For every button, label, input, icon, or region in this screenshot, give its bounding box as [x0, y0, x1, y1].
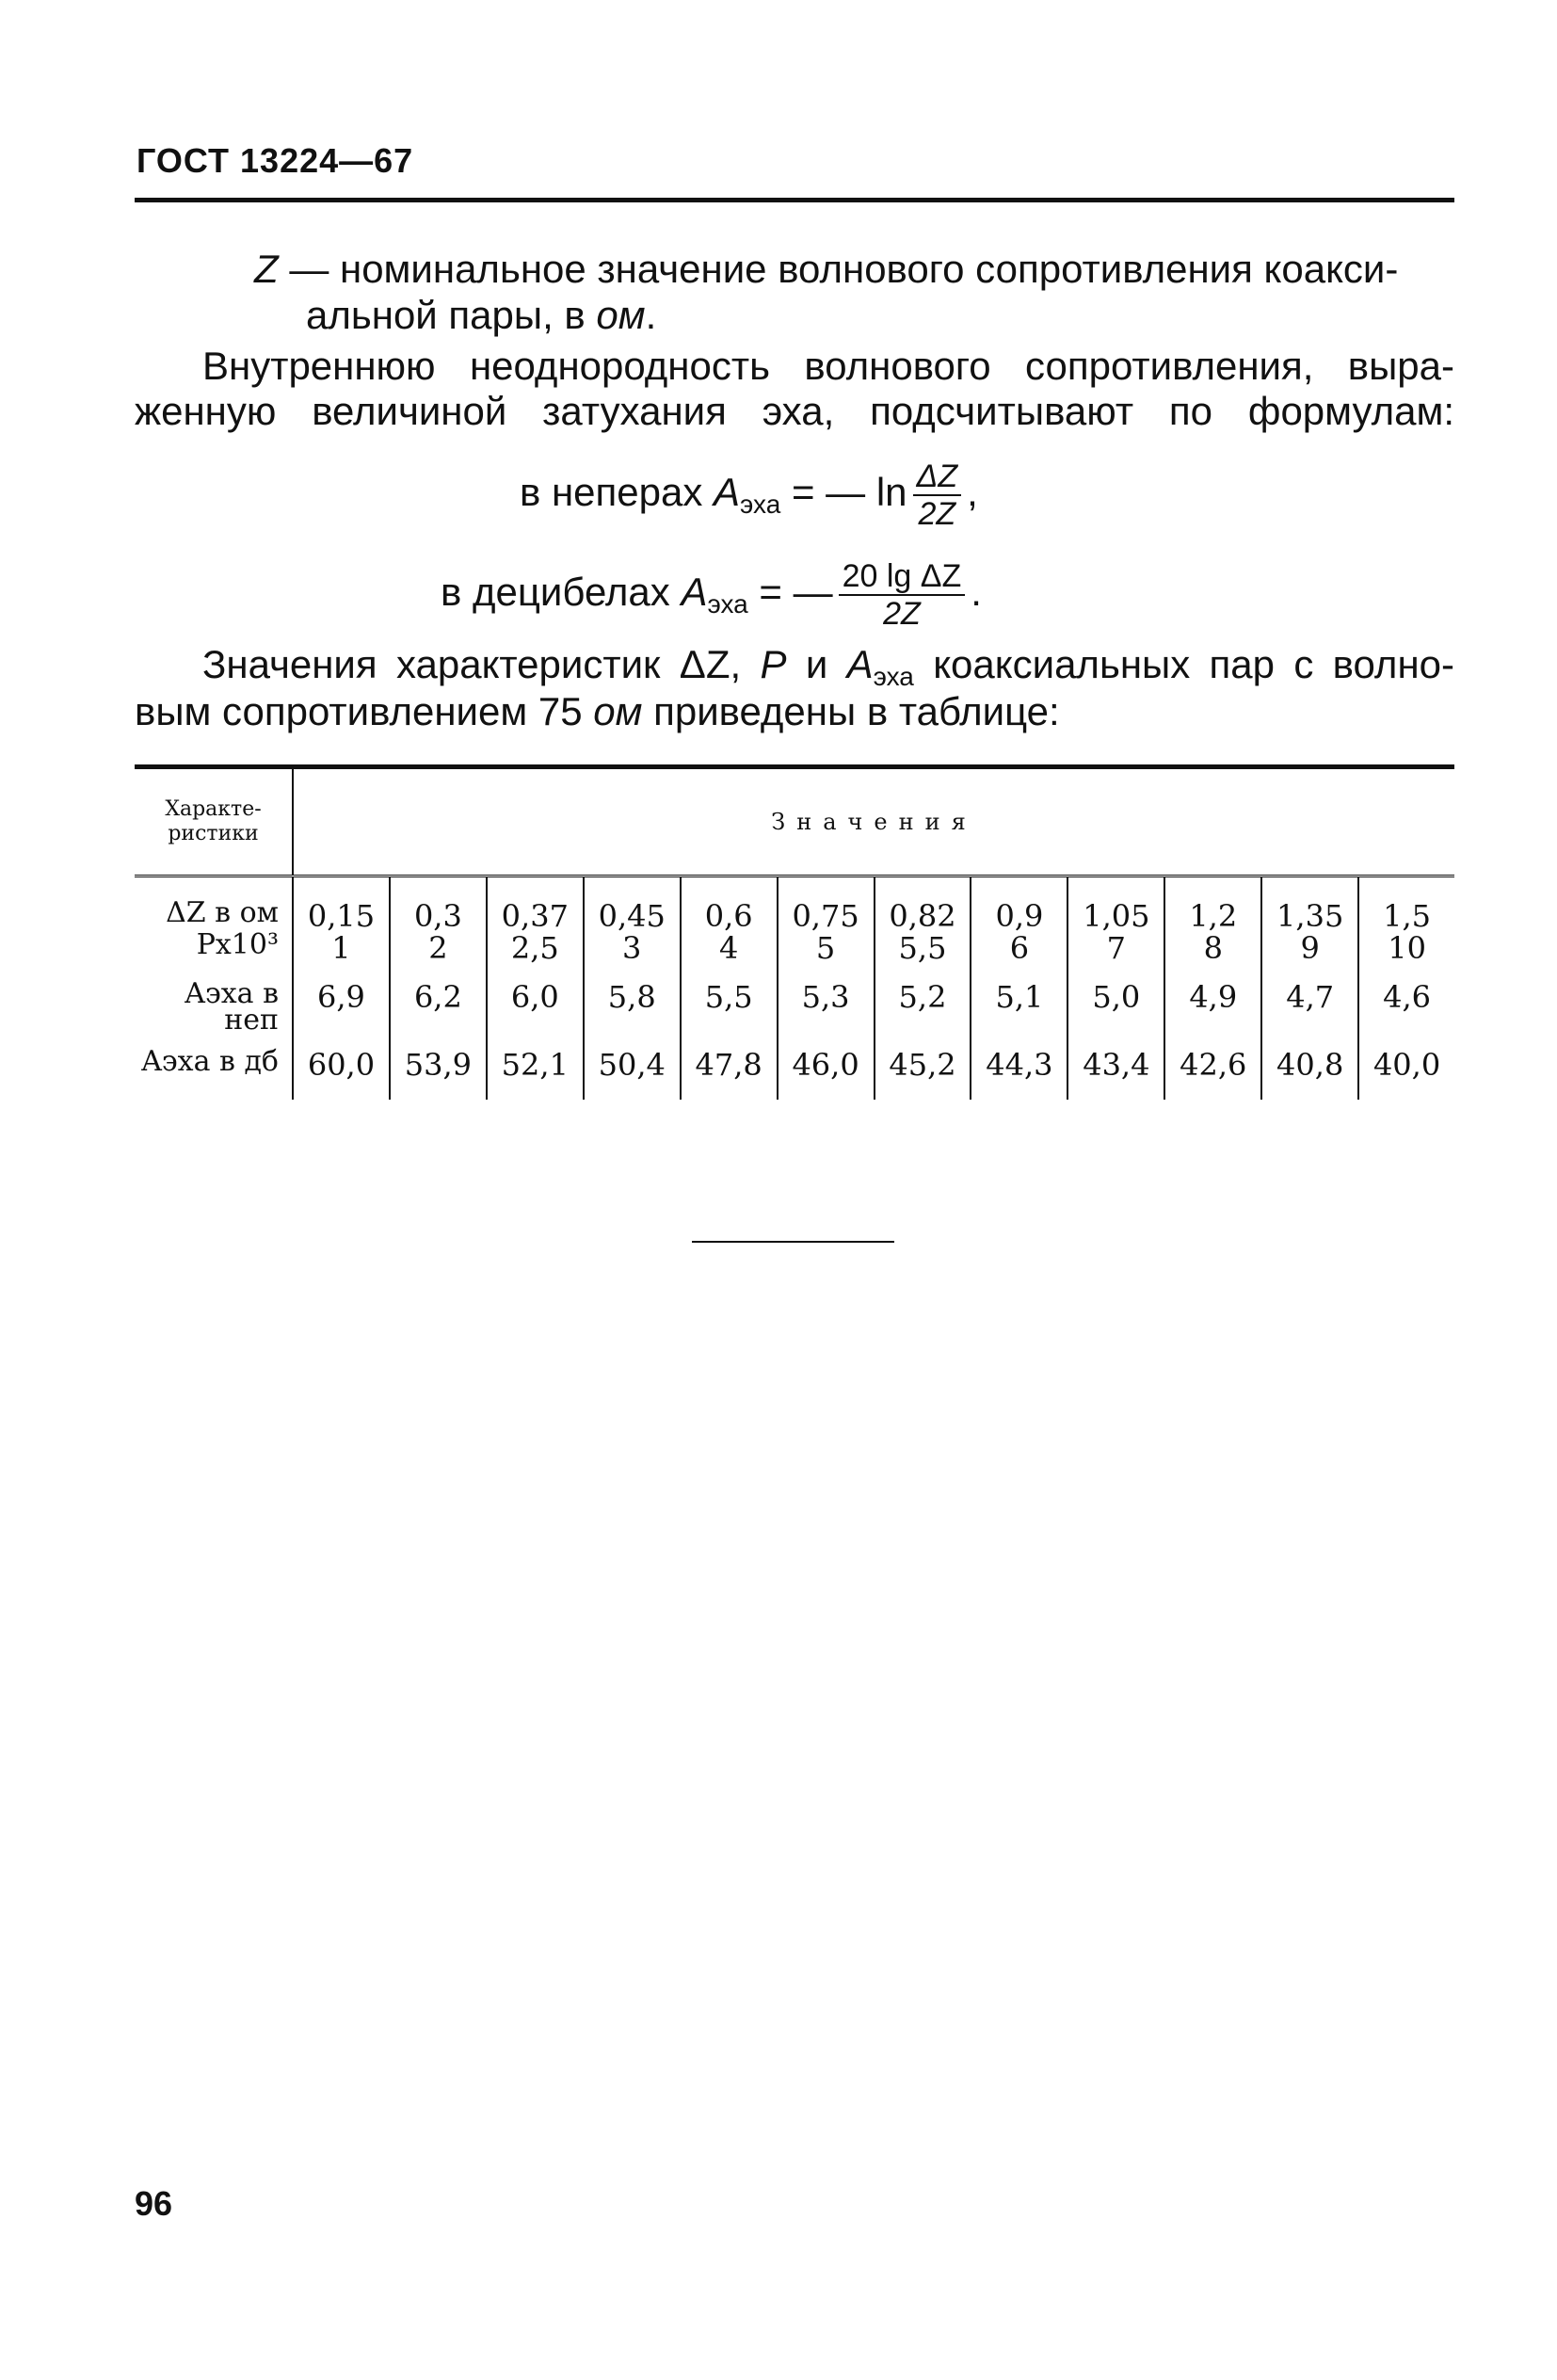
paragraph-formulas-intro-line2: женную величиной затухания эха, подсчитывают по формулам:	[135, 389, 1454, 433]
table-cell: 0,9	[971, 876, 1067, 933]
row-label: Aэха в дб	[135, 1034, 293, 1100]
table-cell: 4,7	[1261, 964, 1358, 1034]
table-cell: 4	[681, 932, 778, 964]
table-cell: 10	[1358, 932, 1454, 964]
formula-decibels-fraction	[839, 558, 966, 632]
table-cell: 1,05	[1067, 876, 1164, 933]
formula-nepers-fraction	[913, 458, 962, 532]
table-header-row	[135, 767, 1454, 876]
table-cell: 7	[1067, 932, 1164, 964]
table-intro-line2-b: приведены в таблице:	[642, 689, 1060, 733]
table-intro-line2-a: вым сопротивлением 75	[135, 689, 594, 733]
formula-nepers-eq: = — ln	[780, 470, 907, 515]
page-number: 96	[135, 2184, 173, 2223]
table-cell: 6,9	[293, 964, 390, 1034]
table-cell: 1,35	[1261, 876, 1358, 933]
table-cell: 5,5	[875, 932, 971, 964]
table-intro-text-a: Значения характеристик ΔZ,	[202, 642, 761, 686]
table-row	[135, 1034, 1454, 1100]
formula-nepers-end: ,	[967, 470, 978, 515]
row-label: ΔZ в ом	[135, 876, 293, 933]
unit-ohm: ом	[596, 293, 646, 337]
formula-decibels-eq: = —	[747, 570, 833, 615]
paragraph-z-definition-line1	[254, 247, 1398, 292]
table-cell: 40,8	[1261, 1034, 1358, 1100]
table-cell: 0,45	[584, 876, 681, 933]
formula-nepers-prefix: в неперах	[520, 470, 714, 515]
table-cell: 1,5	[1358, 876, 1454, 933]
table-cell: 46,0	[778, 1034, 875, 1100]
table-row	[135, 932, 1454, 964]
paragraph-formulas-intro-line1: Внутреннюю неоднородность волнового сопротивления, выра-	[202, 344, 1454, 388]
table-cell: 5	[778, 932, 875, 964]
formula-decibels-end: .	[971, 570, 982, 615]
characteristics-table	[135, 764, 1454, 1100]
table-intro-p: P	[760, 642, 787, 686]
table-intro-unit: ом	[593, 689, 643, 733]
table-intro-sub: эха	[873, 662, 914, 691]
table-cell: 5,2	[875, 964, 971, 1034]
z-definition-cont: альной пары, в	[306, 293, 597, 337]
z-definition-end: .	[645, 293, 657, 337]
table-cell: 6,2	[390, 964, 487, 1034]
table-cell: 5,1	[971, 964, 1067, 1034]
table-cell: 5,8	[584, 964, 681, 1034]
document-header: ГОСТ 13224—67	[136, 141, 414, 180]
table-row	[135, 876, 1454, 933]
formula-nepers-sub: эха	[740, 490, 781, 520]
header-values: Значения	[293, 767, 1454, 876]
formula-nepers-denominator: 2Z	[918, 496, 956, 532]
table-row	[135, 964, 1454, 1034]
paragraph-table-intro-line2	[135, 689, 1060, 734]
table-cell: 47,8	[681, 1034, 778, 1100]
table-cell: 0,15	[293, 876, 390, 933]
formula-nepers-numerator: ΔZ	[913, 458, 962, 496]
table-cell: 40,0	[1358, 1034, 1454, 1100]
formula-decibels-numerator: 20 lg ΔZ	[839, 558, 966, 596]
paragraph-z-definition-line2	[306, 293, 656, 338]
table-cell: 6	[971, 932, 1067, 964]
table-cell: 4,9	[1164, 964, 1261, 1034]
table-cell: 60,0	[293, 1034, 390, 1100]
table-intro-text-b: и	[786, 642, 847, 686]
formula-decibels-sub: эха	[707, 589, 748, 619]
table-cell: 52,1	[487, 1034, 584, 1100]
table-intro-a: A	[846, 642, 874, 686]
formula-decibels	[441, 558, 982, 632]
table-cell: 45,2	[875, 1034, 971, 1100]
end-rule	[692, 1241, 894, 1243]
table-cell: 0,82	[875, 876, 971, 933]
row-label: Pх10³	[135, 932, 293, 964]
formula-decibels-prefix: в децибелах	[441, 570, 682, 615]
formula-decibels-denominator: 2Z	[883, 596, 921, 632]
table-cell: 2	[390, 932, 487, 964]
paragraph-table-intro-line1	[202, 642, 1454, 692]
table-cell: 3	[584, 932, 681, 964]
table-cell: 43,4	[1067, 1034, 1164, 1100]
formula-nepers	[520, 458, 978, 532]
table-cell: 4,6	[1358, 964, 1454, 1034]
table-cell: 44,3	[971, 1034, 1067, 1100]
header-rule	[135, 198, 1454, 202]
table-cell: 0,6	[681, 876, 778, 933]
table-intro-text-c: коаксиальных пар с волно-	[913, 642, 1454, 686]
table-body	[135, 876, 1454, 1101]
table-cell: 50,4	[584, 1034, 681, 1100]
header-characteristics: Характе-ристики	[135, 767, 293, 876]
formula-nepers-var: A	[714, 470, 741, 515]
row-label: Aэха в неп	[135, 964, 293, 1034]
table-cell: 6,0	[487, 964, 584, 1034]
table-cell: 53,9	[390, 1034, 487, 1100]
table-cell: 1	[293, 932, 390, 964]
table-cell: 42,6	[1164, 1034, 1261, 1100]
table-cell: 2,5	[487, 932, 584, 964]
table-cell: 8	[1164, 932, 1261, 964]
z-symbol: Z	[254, 247, 279, 291]
table-cell: 5,0	[1067, 964, 1164, 1034]
z-definition-text: — номинальное значение волнового сопротивления коакси-	[278, 247, 1399, 291]
table-cell: 0,75	[778, 876, 875, 933]
table-cell: 0,3	[390, 876, 487, 933]
table-cell: 1,2	[1164, 876, 1261, 933]
table-cell: 5,5	[681, 964, 778, 1034]
table-cell: 9	[1261, 932, 1358, 964]
table-cell: 5,3	[778, 964, 875, 1034]
formula-decibels-var: A	[681, 570, 708, 615]
table-cell: 0,37	[487, 876, 584, 933]
